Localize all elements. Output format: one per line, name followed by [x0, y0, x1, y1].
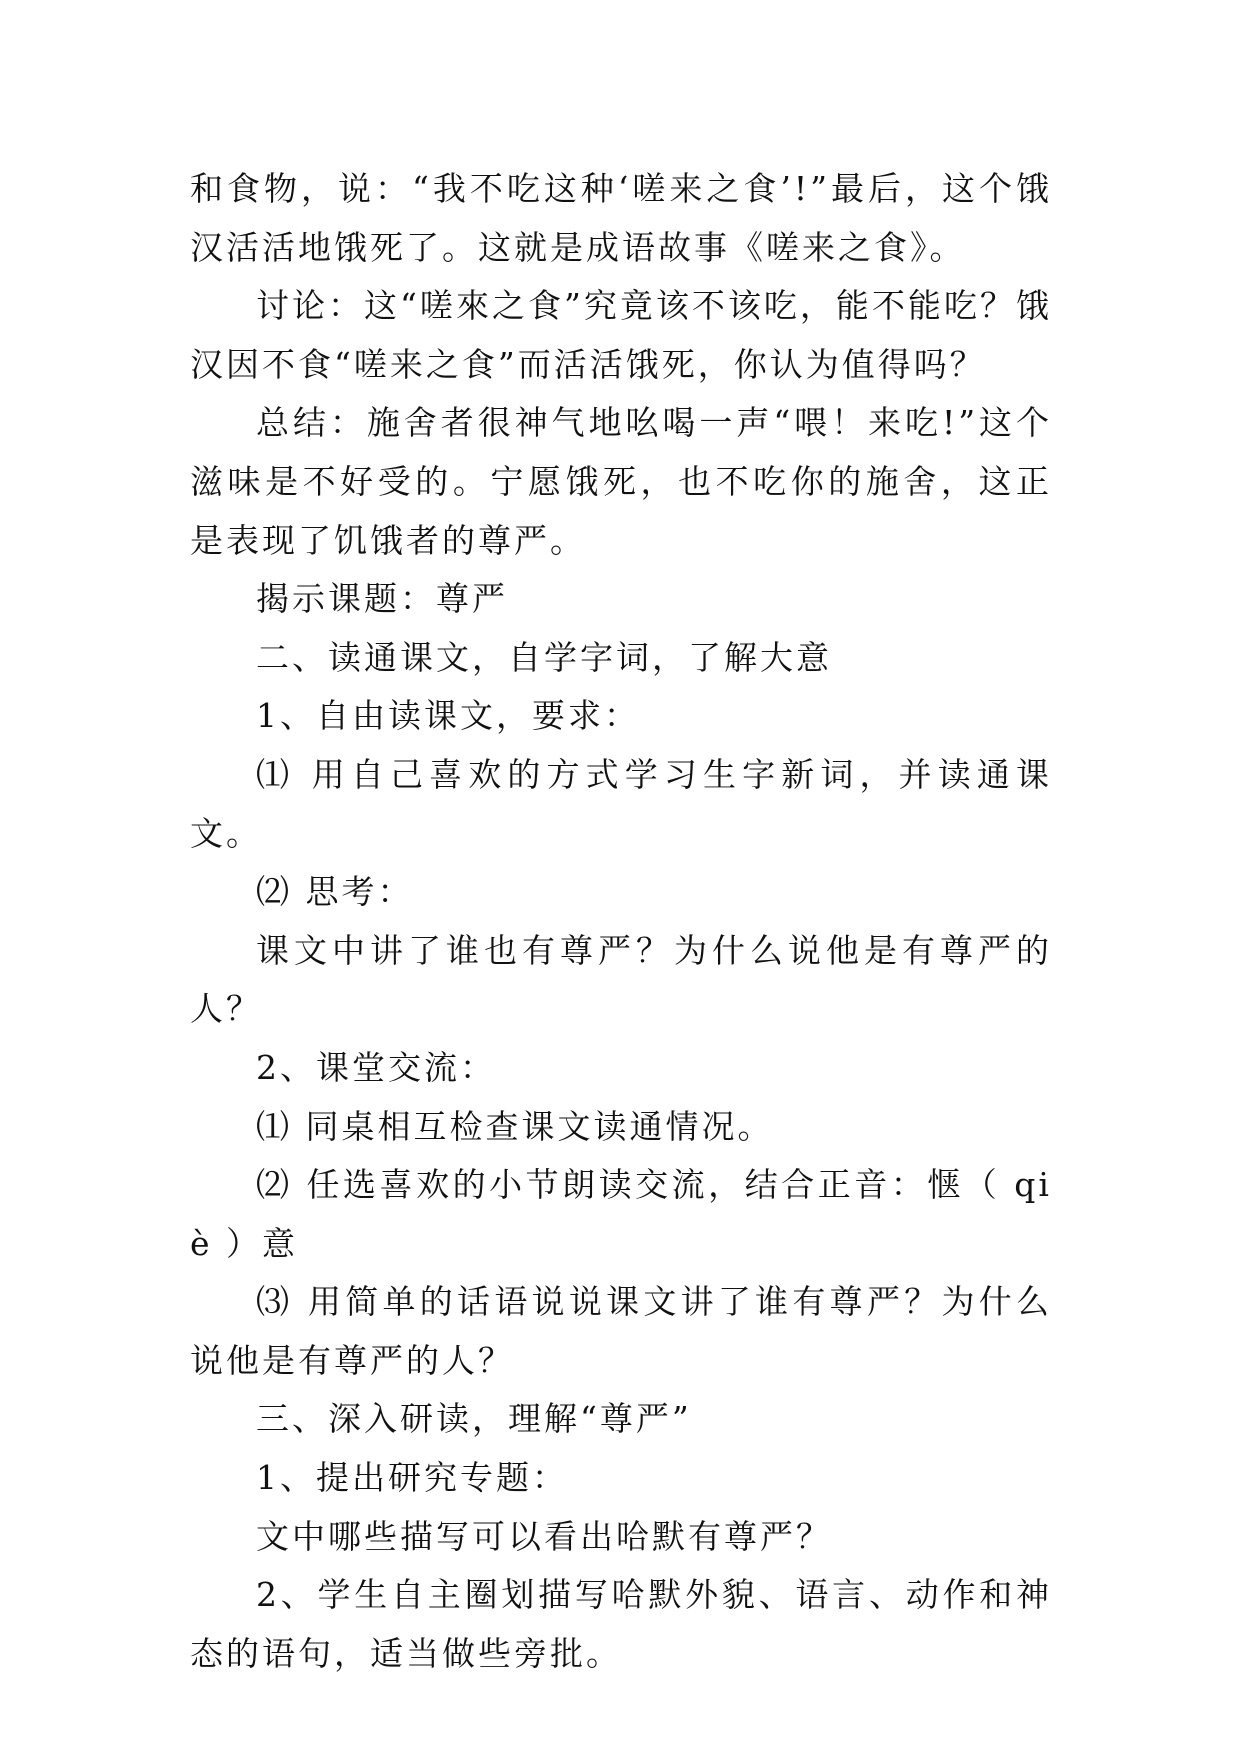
paragraph-16: 文中哪些描写可以看出哈默有尊严？: [256, 1516, 832, 1556]
paragraph-7: ⑴ 用自己喜欢的方式学习生字新词，并读通课文。: [190, 754, 1052, 853]
paragraph-8: ⑵ 思考：: [256, 872, 414, 912]
section-heading-3: 三、深入研读，理解“尊严”: [256, 1399, 692, 1439]
paragraph-6: 1、自由读课文，要求：: [256, 696, 640, 736]
paragraph-15: 1、提出研究专题：: [256, 1458, 568, 1498]
paragraph-4: 揭示课题：尊严: [256, 579, 508, 619]
paragraph-13: ⑶ 用简单的话语说说课文讲了谁有尊严？为什么说他是有尊严的人？: [190, 1282, 1052, 1380]
paragraph-17: 2、学生自主圈划描写哈默外貌、语言、动作和神态的语句，适当做些旁批。: [190, 1575, 1052, 1673]
paragraph-10: 2、课堂交流：: [256, 1047, 496, 1087]
paragraph-11: ⑴ 同桌相互检查课文读通情况。: [256, 1106, 774, 1146]
paragraph-12: ⑵ 任选喜欢的小节朗读交流，结合正音：惬（ qiè ）意: [190, 1165, 1052, 1263]
paragraph-2: 讨论：这“嗟來之食”究竟该不该吃，能不能吃？饿汉因不食“嗟来之食”而活活饿死，你认为值得吗？: [190, 286, 1052, 384]
paragraph-1: 和食物，说：“我不吃这种‘嗟来之食’!”最后，这个饿汉活活地饿死了。这就是成语故事《嗟来之食》。: [190, 169, 1052, 267]
paragraph-3: 总结：施舍者很神气地吆喝一声“喂！来吃!”这个滋味是不好受的。宁愿饿死，也不吃你的施舍，这正是表现了饥饿者的尊严。: [190, 403, 1052, 560]
paragraph-9: 课文中讲了谁也有尊严？为什么说他是有尊严的人？: [190, 930, 1052, 1029]
section-heading-2: 二、读通课文，自学字词，了解大意: [256, 637, 832, 677]
document-body: [190, 160, 1052, 1683]
